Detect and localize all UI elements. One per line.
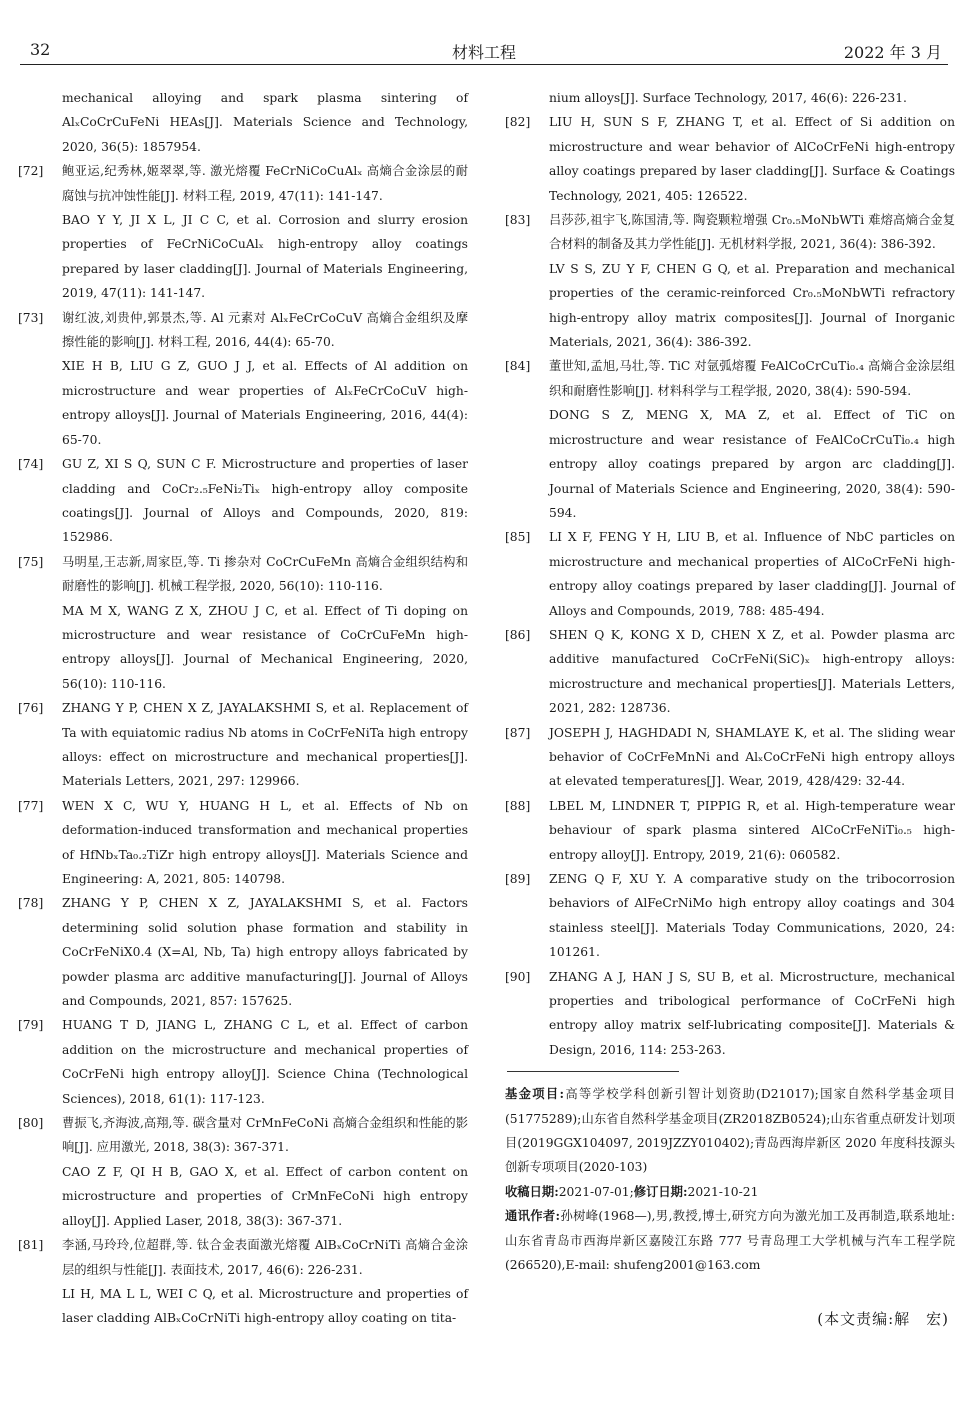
reference-entry — [18, 794, 468, 892]
right-column — [505, 86, 955, 1329]
reference-entry — [18, 452, 468, 550]
reference-chinese: 吕莎莎,祖宇飞,陈国清,等. 陶瓷颗粒增强 Cr₀.₅MoNbWTi 难熔高熵合金复合材料的制备及其力学性能[J]. 无机材料学报, 2021, 36(4): 386-392. — [549, 213, 955, 252]
reference-english: CAO Z F, QI H B, GAO X, et al. Effect of carbon content on microstructure and properties of CrMnFeCoNi high entropy alloy[J]. Applied Laser, 2018, 38(3): 367-371. — [62, 1164, 468, 1228]
right-reference-list — [505, 110, 955, 1062]
revised-date: 2021-10-21 — [687, 1184, 759, 1199]
reference-number: [88] — [505, 798, 531, 813]
reference-english: ZENG Q F, XU Y. A comparative study on the tribocorrosion behaviors of AlFeCrNiMo high entropy alloy coatings and 304 stainless steel[J]. Materials Today Communications, 2020, 24: 101261. — [549, 872, 955, 960]
reference-number: [75] — [18, 554, 44, 569]
reference-number: [76] — [18, 701, 44, 716]
journal-title: 材料工程 — [451, 43, 517, 62]
reference-number: [79] — [18, 1018, 44, 1033]
reference-english: JOSEPH J, HAGHDADI N, SHAMLAYE K, et al. The sliding wear behavior of CoCrFeMnNi and AlₓCoCrFeNi high entropy alloys at elevated temperatures[J]. Wear, 2019, 428/429: 32-44. — [549, 725, 955, 789]
reference-entry — [18, 696, 468, 794]
reference-number: [89] — [505, 872, 531, 886]
reference-english: XIE H B, LIU G Z, GUO J J, et al. Effects of Al addition on microstructure and wear properties of AlₓFeCrCoCuV high-entropy alloys[J]. Journal of Materials Engineering, 2016, 44(4): 65-70. — [62, 359, 468, 447]
reference-english: LI H, MA L L, WEI C Q, et al. Microstructure and properties of laser cladding AlBₓCoCrNiTi high-entropy alloy coating on tita- — [62, 1286, 468, 1326]
reference-entry — [505, 110, 955, 208]
page-number: 32 — [30, 40, 51, 59]
author-label: 通讯作者: — [505, 1208, 561, 1224]
reference-entry — [18, 159, 468, 305]
reference-number: [83] — [505, 213, 531, 228]
reference-english: LIU H, SUN S F, ZHANG T, et al. Effect of Si addition on microstructure and wear behavior of AlCoCrFeNi high-entropy alloy coatings prepared by laser cladding[J]. Surface & Coatings Technology, 2021, 405: 126522. — [549, 115, 955, 203]
reference-chinese: 马明星,王志新,周家臣,等. Ti 掺杂对 CoCrCuFeMn 高熵合金组织结构和耐磨性的影响[J]. 机械工程学报, 2020, 56(10): 110-116. — [62, 554, 468, 594]
reference-number: [72] — [18, 164, 44, 179]
reference-english: ZHANG A J, HAN J S, SU B, et al. Microstructure, mechanical properties and tribological performance of CoCrFeNi high entropy alloy matrix self-lubricating composite[J]. Materials & Design, 2016, 114: 253-263. — [549, 969, 955, 1057]
reference-english: MA M X, WANG Z X, ZHOU J C, et al. Effect of Ti doping on microstructure and wear resistance of CoCrCuFeMn high-entropy alloys[J]. Journal of Mechanical Engineering, 2020, 56(10): 110-116. — [62, 603, 468, 691]
reference-chinese: 谢红波,刘贵仲,郭景杰,等. Al 元素对 AlₓFeCrCoCuV 高熵合金组织及摩擦性能的影响[J]. 材料工程, 2016, 44(4): 65-70. — [62, 310, 468, 350]
left-reference-list — [18, 159, 468, 1331]
reference-entry — [505, 721, 955, 794]
reference-entry — [505, 794, 955, 867]
reference-english: HUANG T D, JIANG L, ZHANG C L, et al. Effect of carbon addition on the microstructure and mechanical properties of CoCrFeNi high entropy alloy[J]. Science China (Technological Sciences), 2018, 61(1): 117-123. — [62, 1018, 468, 1106]
reference-english: DONG S Z, MENG X, MA Z, et al. Effect of TiC on microstructure and wear resistance of FeAlCoCrCuTi₀.₄ high entropy alloy coatings prepared by argon arc cladding[J]. Journal of Materials Science and Engineering, 2020, 38(4): 590-594. — [549, 408, 955, 520]
reference-english: LI X F, FENG Y H, LIU B, et al. Influence of NbC particles on microstructure and mechanical properties of AlCoCrFeNi high-entropy alloy coatings prepared by laser cladding[J]. Journal of Alloys and Compounds, 2019, 788: 485-494. — [549, 530, 955, 618]
reference-entry — [18, 1013, 468, 1111]
dates-note — [505, 1180, 955, 1204]
funding-text: 高等学校学科创新引智计划资助(D21017);国家自然科学基金项目(51775289);山东省自然科学基金项目(ZR2018ZB0524);山东省重点研发计划项目(2019GGX104097, 2019JZZY010402);青岛西海岸新区 2020 年度科技源头创新专项项目(2020-103) — [505, 1087, 955, 1175]
reference-number: [87] — [505, 725, 531, 740]
revised-label: 修订日期: — [633, 1183, 688, 1199]
reference-english: ZHANG Y P, CHEN X Z, JAYALAKSHMI S, et al. Factors determining solid solution phase formation and stability in CoCrFeNiX0.4 (X=Al, Nb, Ta) high entropy alloys fabricated by powder plasma arc additive manufacturing[J]. Journal of Alloys and Compounds, 2021, 857: 157625. — [62, 896, 468, 1009]
reference-entry — [18, 306, 468, 452]
received-date: 2021-07-01; — [558, 1184, 634, 1199]
author-text: 孙树峰(1968—),男,教授,博士,研究方向为激光加工及再制造,联系地址:山东省青岛市西海岸新区嘉陵江东路 777 号青岛理工大学机械与汽车工程学院(266520),E-mail: shufeng2001@163.com — [505, 1209, 956, 1273]
reference-number: [77] — [18, 798, 44, 813]
reference-number: [74] — [18, 457, 44, 472]
reference-chinese: 曹振飞,齐海波,高翔,等. 碳含量对 CrMnFeCoNi 高熵合金组织和性能的影响[J]. 应用激光, 2018, 38(3): 367-371. — [62, 1116, 468, 1155]
reference-entry — [505, 525, 955, 623]
reference-number: [90] — [505, 969, 531, 984]
reference-english: SHEN Q K, KONG X D, CHEN X Z, et al. Powder plasma arc additive manufactured CoCrFeNi(SiC)ₓ high-entropy alloys: microstructure and mechanical properties[J]. Materials Letters, 2021, 282: 128736. — [549, 627, 955, 716]
reference-entry — [18, 1233, 468, 1331]
reference-number: [86] — [505, 627, 531, 642]
reference-entry — [505, 623, 955, 721]
reference-continuation: mechanical alloying and spark plasma sintering of AlₓCoCrCuFeNi HEAs[J]. Materials Science and Technology, 2020, 36(5): 1857954. — [62, 91, 468, 154]
reference-continuation: nium alloys[J]. Surface Technology, 2017, 46(6): 226-231. — [549, 91, 907, 105]
reference-entry — [18, 891, 468, 1013]
reference-entry — [505, 867, 955, 965]
reference-entry — [505, 965, 955, 1063]
reference-number: [80] — [18, 1116, 44, 1131]
reference-english: ZHANG Y P, CHEN X Z, JAYALAKSHMI S, et al. Replacement of Ta with equiatomic radius Nb atoms in CoCrFeNiTa high entropy alloys: effect on microstructure and mechanical properties[J]. Materials Letters, 2021, 297: 129966. — [62, 701, 469, 789]
funding-label: 基金项目: — [505, 1086, 565, 1102]
reference-chinese: 鲍亚运,纪秀林,姬翠翠,等. 激光熔覆 FeCrNiCoCuAlₓ 高熵合金涂层的耐腐蚀与抗冲蚀性能[J]. 材料工程, 2019, 47(11): 141-147. — [62, 164, 468, 203]
reference-english: BAO Y Y, JI X L, JI C C, et al. Corrosion and slurry erosion properties of FeCrNiCoCuAlₓ high-entropy alloy coatings prepared by laser cladding[J]. Journal of Materials Engineering, 2019, 47(11): 141-147. — [62, 213, 468, 301]
reference-number: [73] — [18, 310, 44, 325]
left-column — [18, 86, 468, 1331]
reference-english: LV S S, ZU Y F, CHEN G Q, et al. Preparation and mechanical properties of the ceramic-reinforced Cr₀.₅MoNbWTi refractory high-entropy alloy matrix composites[J]. Journal of Inorganic Materials, 2021, 36(4): 386-392. — [549, 261, 955, 350]
editor-note: (本文责编:解 宏) — [817, 1309, 949, 1328]
reference-chinese: 李涵,马玲玲,位超群,等. 钛合金表面激光熔覆 AlBₓCoCrNiTi 高熵合金涂层的组织与性能[J]. 表面技术, 2017, 46(6): 226-231. — [62, 1238, 468, 1277]
reference-entry — [18, 550, 468, 696]
received-label: 收稿日期: — [505, 1183, 559, 1199]
reference-entry — [505, 354, 955, 525]
author-note — [505, 1204, 955, 1277]
funding-note — [505, 1082, 955, 1180]
reference-number: [85] — [505, 530, 531, 545]
issue-date: 2022 年 3 月 — [843, 43, 942, 62]
footnote-divider — [507, 1071, 679, 1072]
page-header — [20, 38, 948, 65]
reference-english: LBEL M, LINDNER T, PIPPIG R, et al. High-temperature wear behaviour of spark plasma sintered AlCoCrFeNiTi₀.₅ high-entropy alloy[J]. Entropy, 2019, 21(6): 060582. — [549, 798, 955, 862]
reference-english: GU Z, XI S Q, SUN C F. Microstructure and properties of laser cladding and CoCr₂.₅FeNi₂Tiₓ high-entropy alloy composite coatings[J]. Journal of Alloys and Compounds, 2020, 819: 152986. — [62, 457, 468, 545]
reference-english: WEN X C, WU Y, HUANG H L, et al. Effects of Nb on deformation-induced transformation and mechanical properties of HfNbₓTa₀.₂TiZr high entropy alloys[J]. Materials Science and Engineering: A, 2021, 805: 140798. — [62, 798, 468, 886]
reference-number: [84] — [505, 359, 531, 374]
reference-entry — [18, 1111, 468, 1233]
reference-number: [82] — [505, 115, 531, 130]
reference-number: [81] — [18, 1238, 44, 1253]
reference-number: [78] — [18, 896, 44, 911]
reference-chinese: 董世知,孟旭,马壮,等. TiC 对氩弧熔覆 FeAlCoCrCuTi₀.₄ 高熵合金涂层组织和耐磨性影响[J]. 材料科学与工程学报, 2020, 38(4): 590-594. — [549, 359, 955, 398]
reference-entry — [505, 208, 955, 354]
